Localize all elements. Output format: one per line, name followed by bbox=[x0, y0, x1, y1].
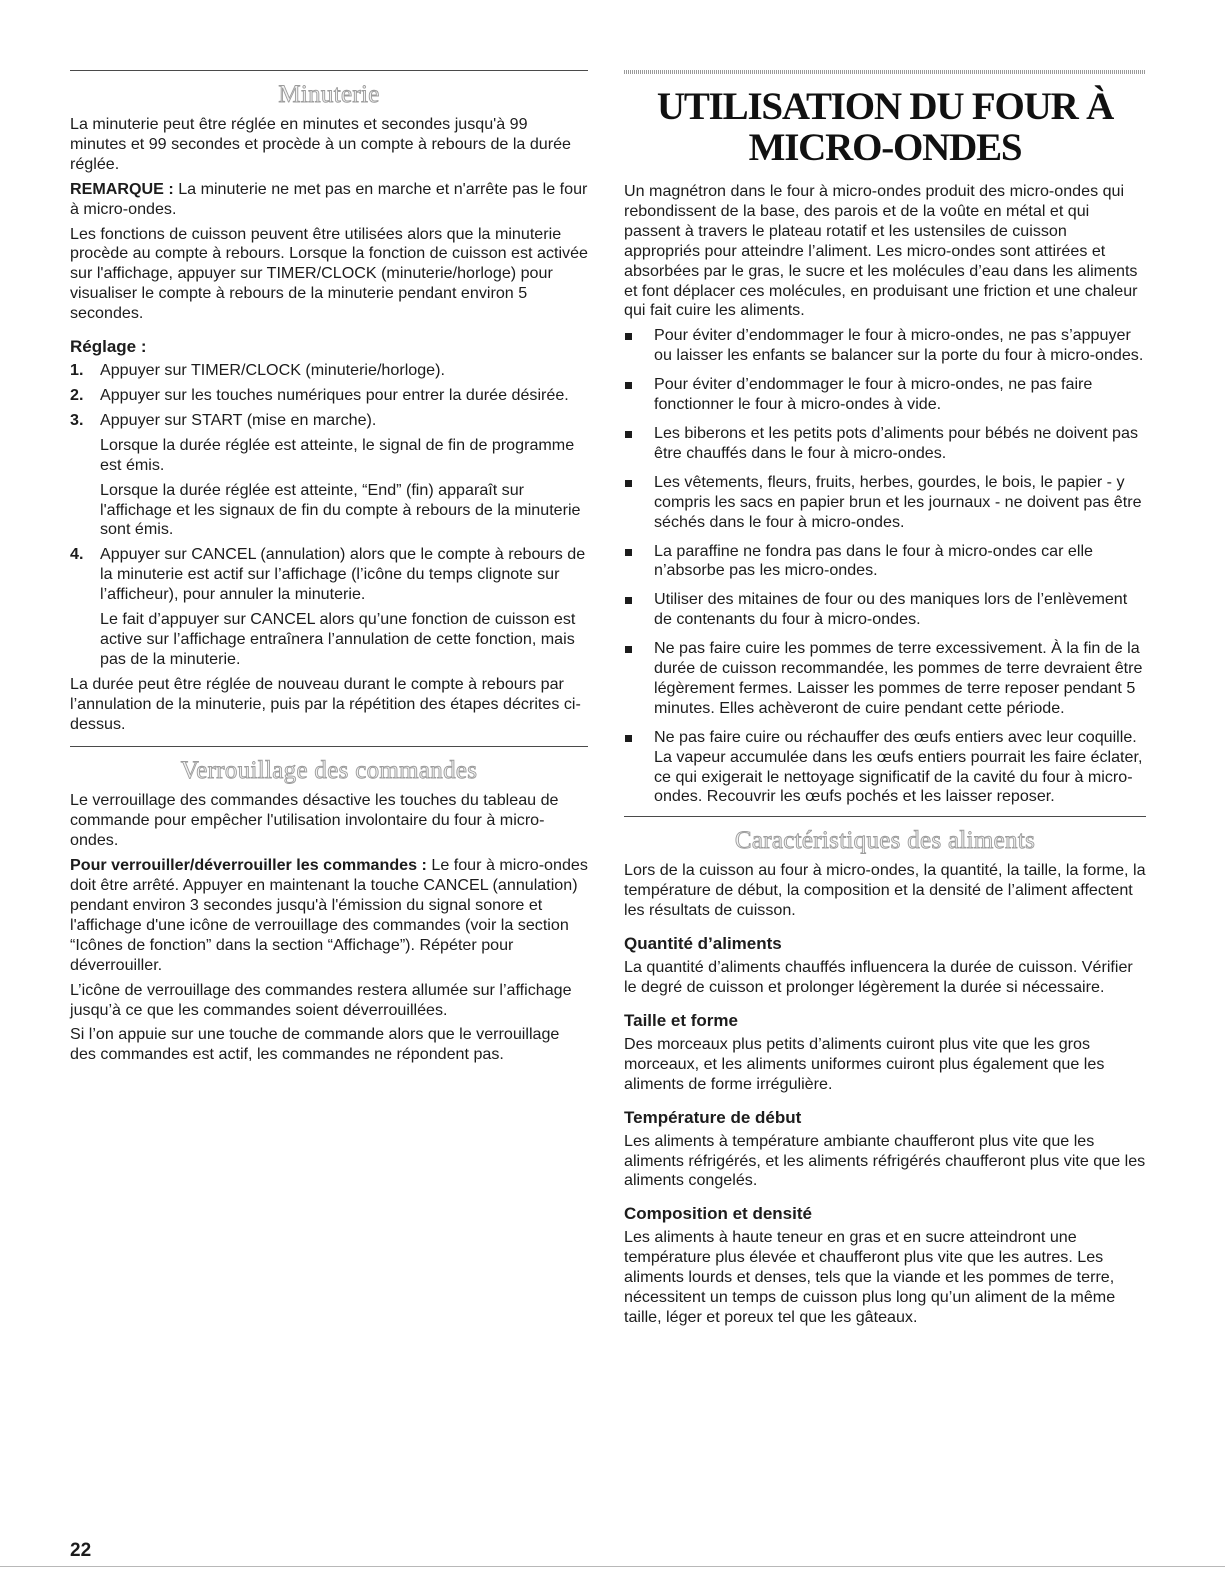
step-subtext: Lorsque la durée réglée est atteinte, “End” (fin) apparaît sur l'affichage et les signaux de fin du compte à rebours de la minuterie sont émis. bbox=[100, 480, 581, 539]
footer-divider bbox=[0, 1566, 1225, 1567]
step-text: Appuyer sur les touches numériques pour entrer la durée désirée. bbox=[100, 385, 569, 404]
verrouillage-instructions bbox=[70, 856, 588, 975]
bullet-text: Les vêtements, fleurs, fruits, herbes, gourdes, le bois, le papier - y compris les sacs en papier brun et les journaux - ne doivent pas être séchés dans le four à micro-ondes. bbox=[654, 472, 1142, 531]
verrouillage-label: Pour verrouiller/déverrouiller les commandes : bbox=[70, 856, 427, 875]
bullet-text: Ne pas faire cuire les pommes de terre excessivement. À la fin de la durée de cuisson recommandée, les pommes de terre devraient être légèrement fermes. Laisser les pommes de terre reposer pendant 5 minutes. Elles achèveront de cuire pendant cette période. bbox=[654, 639, 1143, 717]
utilisation-title-line1: UTILISATION DU FOUR À bbox=[656, 85, 1114, 128]
caracteristiques-title: Caractéristiques des aliments bbox=[734, 827, 1036, 855]
bullet-item bbox=[624, 375, 1146, 415]
minuterie-cooking-functions: Les fonctions de cuisson peuvent être utilisées alors que la minuterie procède au compte à rebours. Lorsque la fonction de cuisson est activée sur l'affichage, appuyer sur TIMER/CLOCK (minuterie/horloge) pour visualiser le compte à rebours de la minuterie pendant environ 5 secondes. bbox=[70, 224, 588, 323]
subsection-heading: Taille et forme bbox=[624, 1010, 738, 1030]
bullet-item bbox=[624, 424, 1146, 464]
utilisation-title-line2: MICRO-ONDES bbox=[748, 126, 1022, 169]
square-bullet-icon bbox=[625, 431, 632, 438]
square-bullet-icon bbox=[625, 646, 632, 653]
utilisation-intro: Un magnétron dans le four à micro-ondes produit des micro-ondes qui rebondissent de la base, des parois et de la voûte en métal et qui passent à travers le plateau rotatif et les ustensiles de cuisson appropriés pour atteindre l’aliment. Les micro-ondes sont attirées et absorbées par le gras, le sucre et les molécules d’eau dans les aliments et font déplacer ces molécules, en produisant une friction et une chaleur qui fait cuire les aliments. bbox=[624, 182, 1138, 320]
verrouillage-inactive-note: Si l’on appuie sur une touche de commande alors que le verrouillage des commandes est actif, les commandes ne répondent pas. bbox=[70, 1025, 560, 1064]
bullet-item bbox=[624, 639, 1146, 719]
bullet-item bbox=[624, 473, 1146, 533]
note-text: La minuterie ne met pas en marche et n'arrête pas le four à micro-ondes. bbox=[70, 179, 588, 218]
step-item bbox=[70, 361, 588, 381]
bullet-text: Utiliser des mitaines de four ou des maniques lors de l’enlèvement de contenants du four à micro-ondes. bbox=[654, 590, 1128, 629]
verrouillage-intro: Le verrouillage des commandes désactive les touches du tableau de commande pour empêcher l'utilisation involontaire du four à micro-ondes. bbox=[70, 791, 559, 850]
subsection-text: Des morceaux plus petits d’aliments cuiront plus vite que les gros morceaux, et les aliments uniformes cuiront plus également que les aliments de forme irrégulière. bbox=[624, 1034, 1105, 1093]
step-subtext: Lorsque la durée réglée est atteinte, le signal de fin de programme est émis. bbox=[100, 435, 575, 474]
square-bullet-icon bbox=[625, 333, 632, 340]
minuterie-closing: La durée peut être réglée de nouveau durant le compte à rebours par l’annulation de la minuterie, puis par la répétition des étapes décrites ci-dessus. bbox=[70, 674, 581, 733]
section-divider bbox=[624, 816, 1146, 817]
subsection-text: Les aliments à haute teneur en gras et en sucre atteindront une température plus élevée et chaufferont plus vite que les autres. Les aliments lourds et denses, tels que la viande et les pommes de terre, nécessitent un temps de cuisson plus long qu’un aliment de la même taille, léger et poreux tel que les gâteaux. bbox=[624, 1228, 1116, 1326]
utilisation-title bbox=[624, 86, 1146, 168]
section-divider bbox=[70, 746, 588, 747]
square-bullet-icon bbox=[625, 382, 632, 389]
square-bullet-icon bbox=[625, 480, 632, 487]
section-divider-hatched bbox=[624, 70, 1146, 74]
reglage-steps bbox=[70, 361, 588, 670]
step-subtext: Le fait d’appuyer sur CANCEL alors qu’une fonction de cuisson est active sur l’affichage entraînera l’annulation de cette fonction, mais pas de la minuterie. bbox=[100, 610, 576, 668]
step-item bbox=[70, 386, 588, 406]
safety-bullet-list bbox=[624, 326, 1146, 807]
right-column bbox=[624, 70, 1146, 1333]
bullet-text: Pour éviter d’endommager le four à micro-ondes, ne pas s’appuyer ou laisser les enfants se balancer sur la porte du four à micro-ondes. bbox=[654, 326, 1144, 365]
subsection-heading: Température de début bbox=[624, 1107, 802, 1127]
verrouillage-instructions-text: Le four à micro-ondes doit être arrêté. Appuyer en maintenant la touche CANCEL (annulation) pendant environ 3 secondes jusqu'à l'émission du signal sonore et l'affichage d'une icône de verrouillage des commandes (voir la section “Icônes de fonction” dans la section “Affichage”). Répéter pour déverrouiller. bbox=[70, 856, 588, 974]
note-label: REMARQUE : bbox=[70, 179, 174, 198]
bullet-text: Pour éviter d’endommager le four à micro-ondes, ne pas faire fonctionner le four à micro-ondes à vide. bbox=[654, 375, 1093, 414]
step-item bbox=[70, 545, 588, 669]
bullet-text: Les biberons et les petits pots d’aliments pour bébés ne doivent pas être chauffés dans le four à micro-ondes. bbox=[654, 423, 1139, 462]
verrouillage-icon-note: L’icône de verrouillage des commandes restera allumée sur l’affichage jusqu’à ce que les commandes soient déverrouillées. bbox=[70, 980, 572, 1019]
square-bullet-icon bbox=[625, 735, 632, 742]
bullet-text: La paraffine ne fondra pas dans le four à micro-ondes car elle n’absorbe pas les micro-ondes. bbox=[654, 541, 1093, 580]
bullet-item bbox=[624, 590, 1146, 630]
step-text: Appuyer sur START (mise en marche). bbox=[100, 410, 377, 429]
bullet-text: Ne pas faire cuire ou réchauffer des œufs entiers avec leur coquille. La vapeur accumulée dans les œufs entiers pourrait les faire éclater, ce qui exigerait le nettoyage significatif de la cavité du four à micro-ondes. Recouvrir les œufs pochés et les laisser reposer. bbox=[654, 727, 1143, 806]
caracteristiques-intro: Lors de la cuisson au four à micro-ondes, la quantité, la taille, la forme, la température de début, la composition et la densité de l’aliment affectent les résultats de cuisson. bbox=[624, 861, 1146, 920]
subsection-text: La quantité d’aliments chauffés influencera la durée de cuisson. Vérifier le degré de cuisson et prolonger légèrement la durée si nécessaire. bbox=[624, 958, 1133, 996]
section-divider bbox=[70, 70, 588, 71]
minuterie-title: Minuterie bbox=[278, 81, 380, 108]
bullet-item bbox=[624, 542, 1146, 582]
bullet-item bbox=[624, 728, 1146, 808]
step-text: Appuyer sur TIMER/CLOCK (minuterie/horloge). bbox=[100, 361, 445, 380]
step-text: Appuyer sur CANCEL (annulation) alors que le compte à rebours de la minuterie est actif sur l’affichage (l’icône du temps clignote sur l’afficheur), pour annuler la minuterie. bbox=[100, 545, 586, 604]
minuterie-note bbox=[70, 180, 588, 220]
step-number: 2. bbox=[70, 385, 84, 404]
subsection-heading: Composition et densité bbox=[624, 1204, 812, 1224]
step-number: 3. bbox=[70, 410, 84, 429]
step-number: 1. bbox=[70, 361, 84, 380]
bullet-item bbox=[624, 326, 1146, 366]
square-bullet-icon bbox=[625, 549, 632, 556]
left-column bbox=[70, 70, 588, 1070]
square-bullet-icon bbox=[625, 597, 632, 604]
subsection-heading: Quantité d’aliments bbox=[624, 934, 782, 954]
reglage-heading: Réglage : bbox=[70, 337, 147, 357]
step-number: 4. bbox=[70, 545, 84, 564]
verrouillage-title: Verrouillage des commandes bbox=[180, 757, 478, 785]
page-number: 22 bbox=[70, 1540, 92, 1561]
subsection-text: Les aliments à température ambiante chaufferont plus vite que les aliments réfrigérés, et les aliments réfrigérés chaufferont plus vite que les aliments congelés. bbox=[624, 1131, 1146, 1190]
minuterie-intro: La minuterie peut être réglée en minutes et secondes jusqu'à 99 minutes et 99 secondes et procède à un compte à rebours de la durée réglée. bbox=[70, 115, 572, 173]
step-item bbox=[70, 411, 588, 540]
